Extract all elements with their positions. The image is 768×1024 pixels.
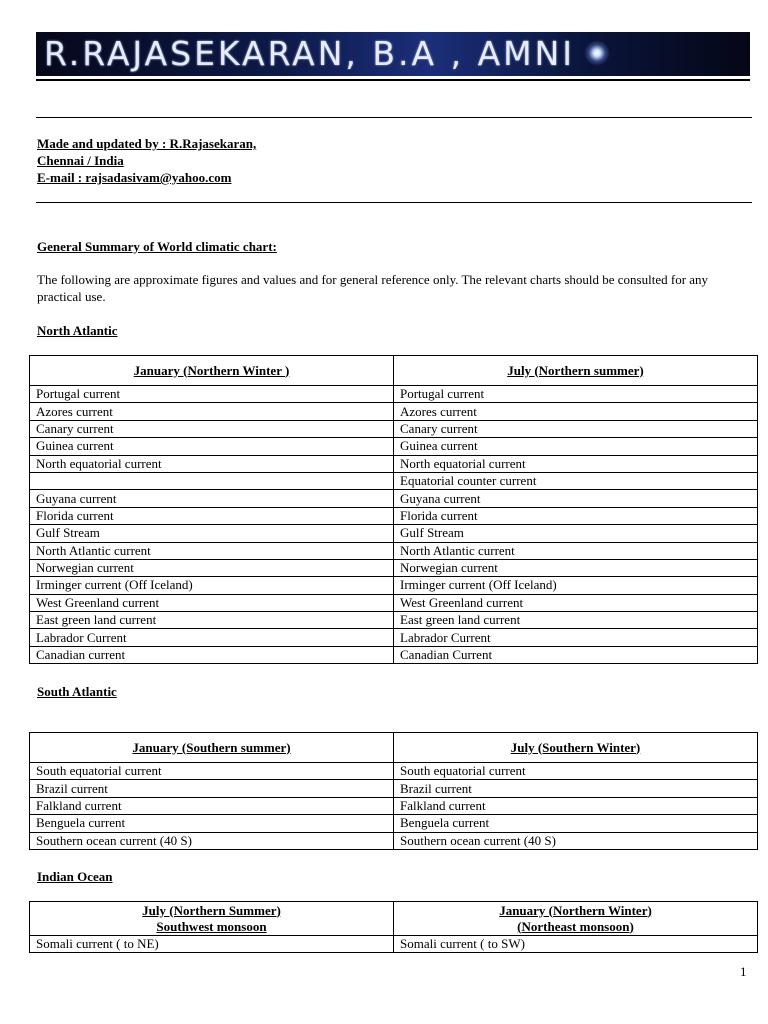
table-cell: West Greenland current	[394, 594, 758, 611]
table-cell: Azores current	[394, 403, 758, 420]
table-cell: Somali current ( to SW)	[394, 936, 758, 953]
table-cell: Guyana current	[394, 490, 758, 507]
table-row	[30, 386, 758, 403]
indian-ocean-col2-line1: January (Northern Winter)	[499, 902, 652, 918]
table-row	[30, 542, 758, 559]
table-cell: Canadian current	[30, 646, 394, 663]
south-atlantic-table	[29, 732, 758, 850]
south-atlantic-col2-header: July (Southern Winter)	[394, 733, 758, 763]
table-cell: Labrador Current	[394, 629, 758, 646]
table-cell: North equatorial current	[30, 455, 394, 472]
indian-ocean-heading: Indian Ocean	[37, 869, 113, 884]
table-cell: Irminger current (Off Iceland)	[30, 577, 394, 594]
table-cell: North equatorial current	[394, 455, 758, 472]
table-cell: Canadian Current	[394, 646, 758, 663]
table-row	[30, 594, 758, 611]
table-cell: Equatorial counter current	[394, 472, 758, 489]
table-row	[30, 832, 758, 849]
table-cell: Irminger current (Off Iceland)	[394, 577, 758, 594]
banner-divider	[36, 79, 750, 81]
table-row	[30, 936, 758, 953]
author-line: Made and updated by : R.Rajasekaran,	[37, 136, 257, 151]
north-atlantic-col1-header: January (Northern Winter )	[30, 356, 394, 386]
page-number: 1	[740, 964, 747, 979]
table-cell: North Atlantic current	[30, 542, 394, 559]
table-row	[30, 780, 758, 797]
table-cell: Canary current	[394, 420, 758, 437]
indian-ocean-col1-header	[30, 902, 394, 936]
intro-paragraph: The following are approximate figures and values and for general reference only. The relevant charts should be consulted for any practical use.	[37, 272, 709, 304]
table-row	[30, 472, 758, 489]
table-cell: Guinea current	[30, 438, 394, 455]
table-cell: Labrador Current	[30, 629, 394, 646]
table-row	[30, 403, 758, 420]
table-cell: Portugal current	[394, 386, 758, 403]
table-cell: Gulf Stream	[30, 525, 394, 542]
table-cell: Brazil current	[394, 780, 758, 797]
divider-top	[36, 117, 752, 118]
indian-ocean-col1-line1: July (Northern Summer)	[142, 902, 281, 918]
table-row	[30, 763, 758, 780]
table-cell: Falkland current	[30, 797, 394, 814]
north-atlantic-heading: North Atlantic	[37, 323, 118, 338]
south-atlantic-col1-header: January (Southern summer)	[30, 733, 394, 763]
table-cell: East green land current	[394, 612, 758, 629]
north-atlantic-col2-header: July (Northern summer)	[394, 356, 758, 386]
table-cell: Norwegian current	[394, 559, 758, 576]
table-cell: Guyana current	[30, 490, 394, 507]
table-cell: East green land current	[30, 612, 394, 629]
indian-ocean-col2-line2: (Northeast monsoon)	[517, 918, 634, 934]
table-cell: Benguela current	[394, 815, 758, 832]
table-cell: Southern ocean current (40 S)	[394, 832, 758, 849]
table-row	[30, 629, 758, 646]
indian-ocean-col2-header	[394, 902, 758, 936]
banner-title: R.RAJASEKARAN, B.A , AMNI	[44, 34, 576, 73]
south-atlantic-heading: South Atlantic	[37, 684, 117, 699]
table-row	[30, 507, 758, 524]
table-cell: Gulf Stream	[394, 525, 758, 542]
table-row	[30, 612, 758, 629]
indian-ocean-col1-line2: Southwest monsoon	[156, 918, 267, 934]
table-cell: Falkland current	[394, 797, 758, 814]
table-cell: Guinea current	[394, 438, 758, 455]
table-cell: Brazil current	[30, 780, 394, 797]
table-cell: Portugal current	[30, 386, 394, 403]
north-atlantic-table	[29, 355, 758, 664]
table-row	[30, 559, 758, 576]
table-row	[30, 490, 758, 507]
table-cell: Benguela current	[30, 815, 394, 832]
table-cell: Norwegian current	[30, 559, 394, 576]
table-row	[30, 646, 758, 663]
table-cell: Florida current	[30, 507, 394, 524]
table-cell: Canary current	[30, 420, 394, 437]
table-row	[30, 455, 758, 472]
divider-bottom	[36, 202, 752, 203]
table-row	[30, 797, 758, 814]
table-row	[30, 577, 758, 594]
table-cell	[30, 472, 394, 489]
table-row	[30, 525, 758, 542]
table-cell: South equatorial current	[394, 763, 758, 780]
table-cell: North Atlantic current	[394, 542, 758, 559]
indian-ocean-table	[29, 901, 758, 953]
table-cell: Azores current	[30, 403, 394, 420]
star-flare-icon	[584, 40, 610, 66]
table-row	[30, 438, 758, 455]
table-row	[30, 420, 758, 437]
table-row	[30, 815, 758, 832]
location-line: Chennai / India	[37, 153, 124, 168]
table-cell: South equatorial current	[30, 763, 394, 780]
table-cell: West Greenland current	[30, 594, 394, 611]
table-cell: Somali current ( to NE)	[30, 936, 394, 953]
email-line: E-mail : rajsadasivam@yahoo.com	[37, 170, 232, 185]
document-title: General Summary of World climatic chart:	[37, 239, 277, 254]
table-cell: Florida current	[394, 507, 758, 524]
header-banner	[36, 32, 750, 76]
table-cell: Southern ocean current (40 S)	[30, 832, 394, 849]
